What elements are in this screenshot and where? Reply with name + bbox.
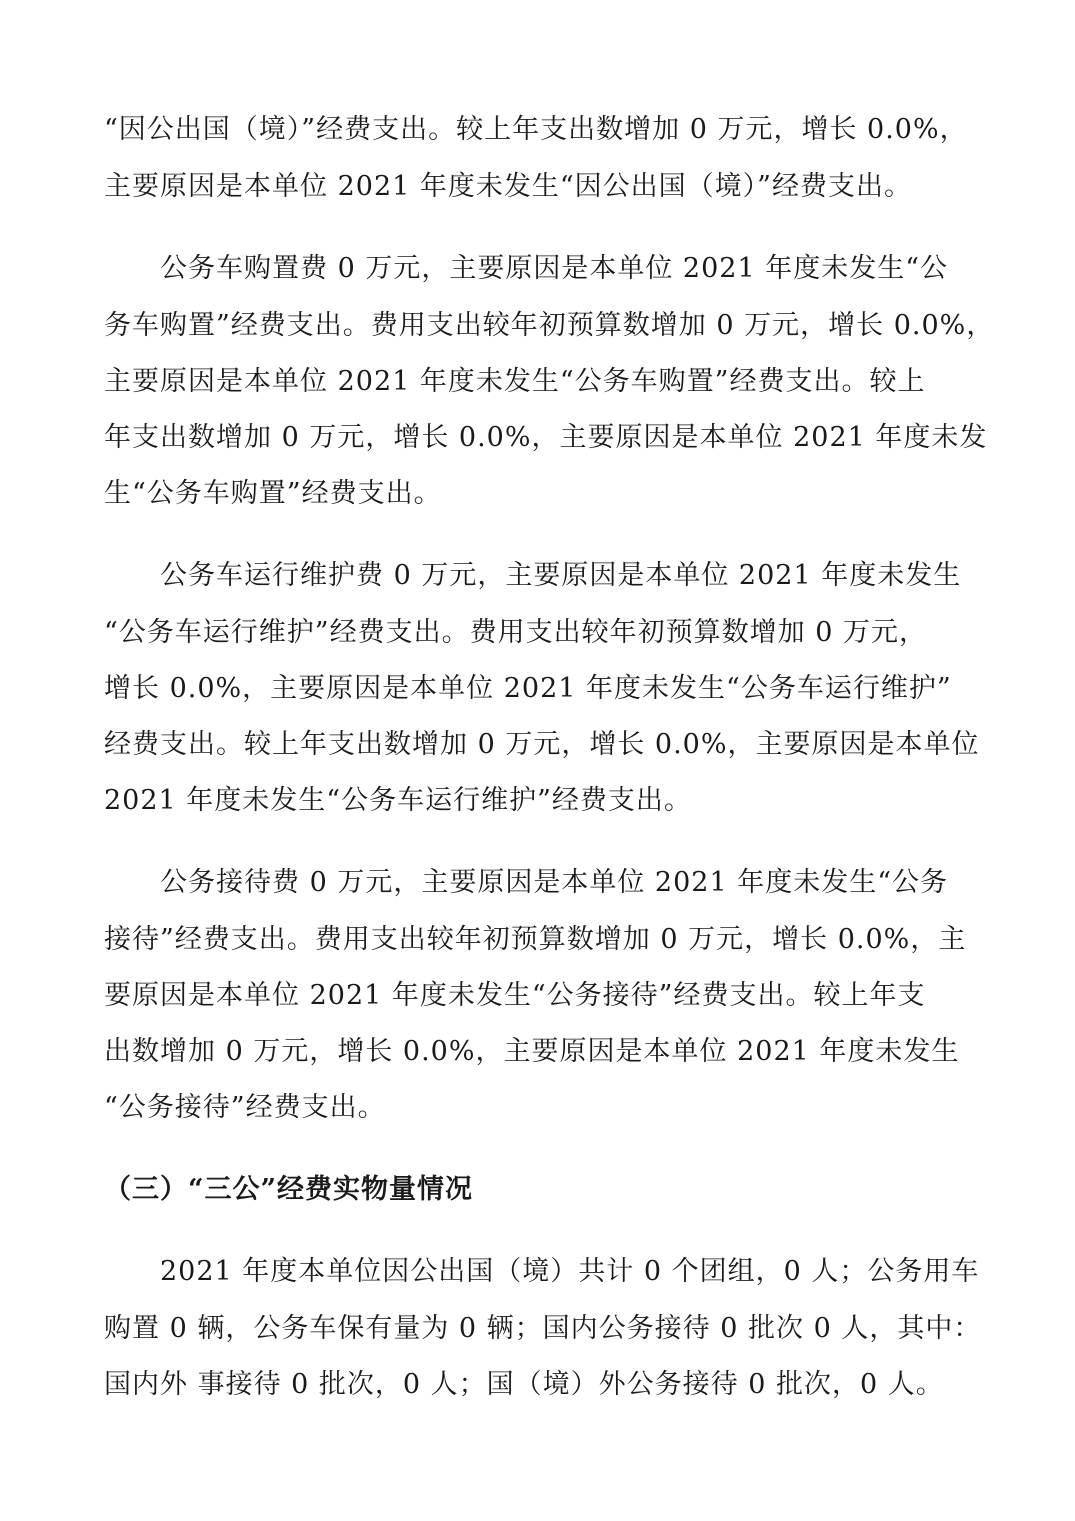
paragraph-4-line-3: 要原因是本单位 2021 年度未发生“公务接待”经费支出。较上年支 — [104, 980, 926, 1011]
paragraph-4-line-1: 公务接待费 0 万元，主要原因是本单位 2021 年度未发生“公务 — [160, 867, 949, 898]
paragraph-3-line-1: 公务车运行维护费 0 万元，主要原因是本单位 2021 年度未发生 — [160, 560, 962, 591]
paragraph-2-line-4: 年支出数增加 0 万元，增长 0.0%，主要原因是本单位 2021 年度未发 — [104, 422, 988, 453]
paragraph-2-line-1: 公务车购置费 0 万元，主要原因是本单位 2021 年度未发生“公 — [160, 253, 949, 284]
paragraph-3-line-5: 2021 年度未发生“公务车运行维护”经费支出。 — [104, 785, 692, 816]
paragraph-3-line-4: 经费支出。较上年支出数增加 0 万元，增长 0.0%，主要原因是本单位 — [104, 729, 980, 760]
final-paragraph-line-2: 购置 0 辆，公务车保有量为 0 辆；国内公务接待 0 批次 0 人，其中： — [104, 1313, 982, 1344]
final-paragraph-line-3: 国内外 事接待 0 批次，0 人；国（境）外公务接待 0 批次，0 人。 — [104, 1369, 944, 1400]
paragraph-4-line-2: 接待”经费支出。费用支出较年初预算数增加 0 万元，增长 0.0%，主 — [104, 924, 967, 955]
paragraph-4-line-5: “公务接待”经费支出。 — [104, 1092, 386, 1123]
paragraph-2-line-3: 主要原因是本单位 2021 年度未发生“公务车购置”经费支出。较上 — [104, 366, 926, 397]
paragraph-4-line-4: 出数增加 0 万元，增长 0.0%，主要原因是本单位 2021 年度未发生 — [104, 1036, 960, 1067]
final-paragraph-line-1: 2021 年度本单位因公出国（境）共计 0 个团组，0 人；公务用车 — [160, 1256, 980, 1287]
paragraph-3-line-2: “公务车运行维护”经费支出。费用支出较年初预算数增加 0 万元， — [104, 617, 927, 648]
section-heading: （三）“三公”经费实物量情况 — [104, 1174, 474, 1205]
paragraph-2-line-5: 生“公务车购置”经费支出。 — [104, 478, 442, 509]
paragraph-3-line-3: 增长 0.0%，主要原因是本单位 2021 年度未发生“公务车运行维护” — [104, 673, 952, 704]
paragraph-1-line-2: 主要原因是本单位 2021 年度未发生“因公出国（境）”经费支出。 — [104, 171, 912, 202]
paragraph-1-line-1: “因公出国（境）”经费支出。较上年支出数增加 0 万元，增长 0.0%， — [104, 114, 968, 145]
paragraph-2-line-2: 务车购置”经费支出。费用支出较年初预算数增加 0 万元，增长 0.0%， — [104, 310, 995, 341]
